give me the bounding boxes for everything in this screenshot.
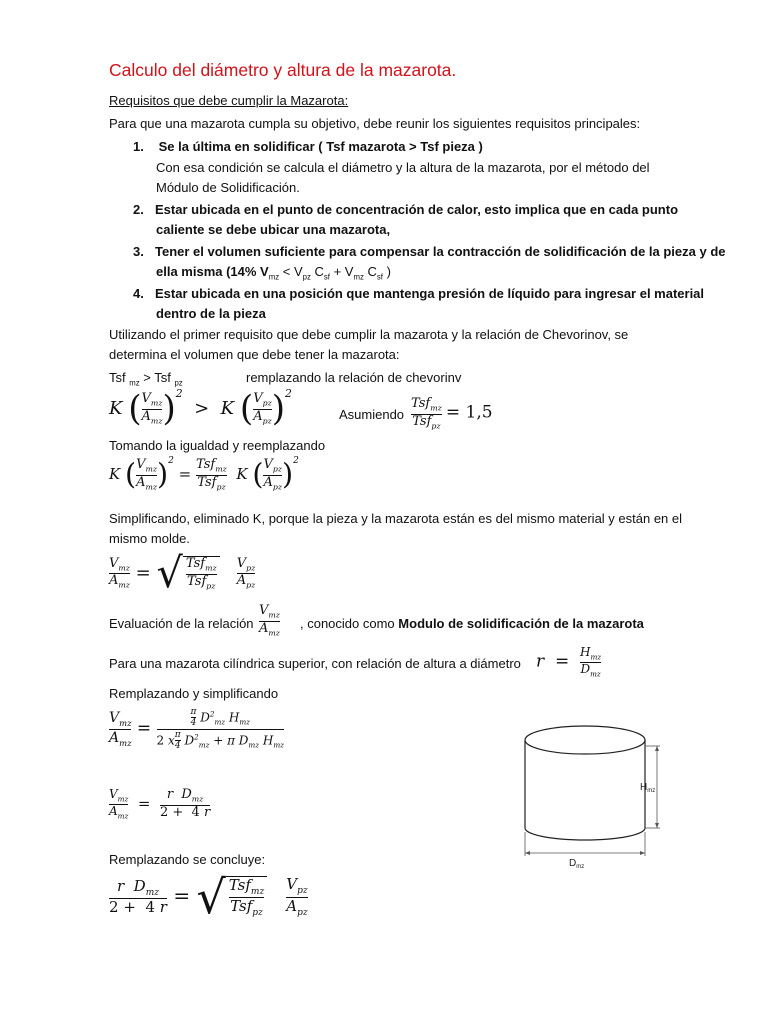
req3-sub-mz: mz [268,272,280,282]
eq5-plus: + [172,804,184,820]
eq2-tsf-frac [196,458,227,492]
eq5-d: D [181,787,192,802]
eq2-k2: K [236,465,248,484]
diam-arrow-left [525,851,530,855]
eq5-v: V [109,787,118,802]
eq2-tsf-d: Tsf [197,474,217,490]
eq6-lhs [109,878,167,917]
ratio-den-sub: pz [431,421,441,431]
eq6-d-sub: mz [145,887,159,898]
diameter-label-main: D [569,858,577,869]
eq2-v-sub: mz [145,464,158,474]
eq4-h-top: H [228,710,240,725]
eq2-pc1: ) [157,457,169,491]
eq2-frac-mz [136,458,157,492]
eq2-exp1: 2 [168,456,174,467]
requirement-4-line-2: dentro de la pieza [156,306,266,321]
eq2-tsf-d-sub: pz [216,482,226,492]
requirement-2 [133,200,678,220]
eq5-lhs [109,788,128,820]
eq3-eq: = [135,562,151,584]
eq3-a: A [109,573,119,589]
eval-frac [259,604,280,638]
eq6-vpz-sub: pz [297,886,308,897]
eq4-d-bot-exp: 2 [194,732,199,742]
eq1-gt: > [194,398,210,420]
eq1-k1: K [109,398,123,420]
eq2-a-sub: mz [145,482,158,492]
eq6-plus: + [123,898,136,917]
eq4-pi-top: π [190,707,197,717]
req3-plus: + V [329,264,354,279]
eq1-paren-close: ) [162,389,176,429]
eq4-d-bot-sub: mz [198,740,210,750]
eq3-rhs [237,557,256,591]
chevorinov-note: remplazando la relación de chevorinv [246,370,462,385]
eq1-paren-close2: ) [271,389,286,429]
eq6-tn-sub: mz [250,886,265,897]
eq2-apz-sub: pz [272,482,282,492]
eq2-po1: ( [125,457,137,491]
r-eq: = [554,651,570,672]
eq6-r: r [116,876,125,895]
eq1-a: A [141,408,151,424]
simplificando-2: mismo molde. [109,531,190,546]
conocido-label: , conocido como [300,616,395,631]
req3-sub-mz2: mz [353,272,364,282]
cylinder-diagram [510,710,670,870]
eq2-a: A [136,474,146,490]
eq3-tn: Tsf [185,556,206,572]
requirement-2-number: 2. [133,202,144,217]
eq4-pi-mid: π [227,733,235,748]
r-h: H [580,645,591,659]
eq4-v-sub: mz [119,718,132,729]
ratio-frac [411,397,442,431]
eq3-lhs [109,557,130,591]
req3-text: ella misma (14% V [156,264,269,279]
eq5-r2: r [203,804,211,820]
requirement-3-line-1: Tener el volumen suficiente para compensar la contracción de solidificación de la pieza y de [155,244,726,259]
eq4-x: x [168,733,175,748]
eq1-exp2: 2 [285,387,292,401]
requirement-1-note-2: Módulo de Solidificación. [156,180,300,195]
height-arrow-up [655,746,659,751]
diam-arrow-right [640,851,645,855]
height-label-sub: mz [647,788,656,794]
req3-end: ) [382,264,391,279]
eq2-k1: K [109,465,121,484]
eq4-h-mid: H [262,733,274,748]
eq2-tsf-n-sub: mz [215,464,227,474]
paragraph-1: Utilizando el primer requisito que debe cumplir la mazarota y la relación de Chevorinov, se [109,327,629,342]
eq2-vpz-sub: pz [272,464,282,474]
eq6-td-sub: pz [252,908,263,918]
requirement-1 [133,137,483,157]
eq2-exp2: 2 [293,456,299,467]
eq1-paren-open2: ( [239,389,254,429]
eq4-pi-bot: π [174,729,181,740]
height-label-main: H [640,782,648,793]
eval-v: V [259,603,269,618]
eq3-td-sub: pz [206,581,216,591]
req3-lt: < V [279,264,303,279]
eq1-exp1: 2 [175,387,183,401]
assumed-ratio [411,397,493,431]
eq1-vpz: V [253,391,263,407]
equation-final [109,870,308,924]
eq1-apz-sub: pz [262,416,272,426]
eq3-tsf [186,557,217,591]
eq4-h-mid-sub: mz [273,740,284,750]
asumiendo-label: Asumiendo [339,407,405,422]
eq2-po2: ( [252,457,264,491]
eq4-d-top-sub: mz [214,717,226,727]
eq5-rhs [160,788,210,820]
eq3-vpz-sub: pz [246,563,256,573]
eq1-a-sub: mz [150,416,163,426]
eq6-vpz: V [286,875,298,894]
eq6-td: Tsf [230,897,253,915]
modulo-label: Modulo de solidificación de la mazarota [398,616,644,631]
eq4-v: V [109,710,120,727]
requirement-1-note-1: Con esa condición se calcula el diámetro y la altura de la mazarota, por el método del [156,160,650,175]
eq5-r: r [166,787,174,802]
requirement-3 [133,242,726,262]
tomando-text: Tomando la igualdad y reemplazando [109,438,326,453]
page-title: Calculo del diámetro y altura de la mazarota. [109,60,457,80]
eq3-vpz: V [236,555,247,571]
eq4-d-mid-sub: mz [248,740,260,750]
eq6-eq: = [173,883,191,908]
eq6-two: 2 [109,898,119,917]
eq3-apz: A [236,573,247,589]
req3-sub-pz: pz [302,272,311,282]
eval-v-sub: mz [268,610,280,620]
eq5-v-sub: mz [117,794,129,804]
eq1-k2: K [220,398,235,420]
r-h-sub: mz [590,652,602,662]
eval-a-sub: mz [268,628,280,638]
eq4-a: A [109,729,120,746]
req3-sub-sf1: sf [323,272,330,282]
cylinder-body [525,740,648,840]
eq4-h-top-sub: mz [239,717,250,727]
height-label [640,782,655,794]
r-d-sub: mz [590,669,601,679]
simplificando-1: Simplificando, eliminado K, porque la pieza y la mazarota están es del mismo material y están en el [109,511,683,526]
r-d: D [580,661,591,676]
requirement-2-line-1: Estar ubicada en el punto de concentración de calor, esto implica que en cada punto [155,202,679,217]
height-arrow-down [655,823,659,828]
ratio-value: = 1,5 [445,402,493,423]
eq6-sqrt [196,870,267,924]
diameter-label-sub: mz [576,864,585,870]
eq4-plus: + [213,733,224,748]
eq4-lhs [109,710,131,748]
equation-inequality [109,387,292,429]
eq2-eq: = [178,465,192,484]
remplazando-text: Remplazando y simplificando [109,686,279,701]
equation-sqrt [109,549,256,597]
requirement-4-line-1: Estar ubicada en una posición que mantenga presión de líquido para ingresar el material [155,286,705,301]
eq1-frac-mz [142,392,163,426]
eq2-frac-pz [263,458,282,492]
req3-c1: C [310,264,324,279]
eq6-d: D [133,876,146,895]
tsf-gt: > Tsf [139,370,175,385]
eq5-a: A [109,803,118,818]
diameter-label [569,858,584,870]
cilindrica-text: Para una mazarota cilíndrica superior, con relación de altura a diámetro [109,656,521,671]
eq6-r2: r [159,898,167,917]
r-symbol: r [536,651,545,672]
eq5-four: 4 [191,804,200,820]
paragraph-2: determina el volumen que debe tener la mazarota: [109,347,400,362]
evaluacion-frac [259,604,280,638]
eq4-eq: = [136,718,152,739]
section-subtitle: Requisitos que debe cumplir la Mazarota: [109,93,349,108]
eq1-paren-open: ( [128,389,142,429]
eq2-tsf-n: Tsf [196,457,216,472]
eq2-apz: A [263,474,273,490]
equation-equality [109,458,299,492]
ratio-num: Tsf [411,396,431,411]
requirement-1-number: 1. [133,139,144,154]
eq4-pi4-top [191,707,197,729]
eq6-four: 4 [145,898,155,917]
eq4-a-sub: mz [119,737,132,748]
tsf-a: Tsf [109,370,130,385]
cylinder-top [525,726,645,754]
eq6-radical-sign: √ [196,870,226,924]
eq3-v-sub: mz [118,563,130,573]
eq3-td: Tsf [187,573,207,589]
req3-c2: C [363,264,377,279]
ratio-num-sub: mz [430,403,442,413]
eq6-rhs [286,876,307,918]
eq1-v: V [141,391,151,407]
eq4-pi4-bot [175,730,181,752]
eq3-radical-sign: √ [156,549,183,597]
eq2-vpz: V [263,457,273,472]
eq1-apz: A [253,408,263,424]
eval-a: A [259,620,269,636]
eq3-apz-sub: pz [246,580,256,590]
requirement-2-line-2: caliente se debe ubicar una mazarota, [156,222,391,237]
tsf-sub-pz: pz [174,378,183,388]
eq4-rhs [157,707,284,751]
eq2-v: V [136,457,146,472]
eq1-frac-pz [253,392,272,426]
intro-text: Para que una mazarota cumpla su objetivo, debe reunir los siguientes requisitos principales: [109,116,641,131]
eq5-d-sub: mz [191,794,204,804]
requirement-1-text: Se la última en solidificar ( Tsf mazarota > Tsf pieza ) [155,139,483,154]
concluye-text: Remplazando se concluye: [109,852,266,867]
eq1-vpz-sub: pz [262,398,272,408]
requirement-4 [133,284,704,304]
eq3-a-sub: mz [118,580,130,590]
eq4-d-mid: D [238,733,249,748]
eq4-d-top: D [200,710,210,725]
eq4-four-bot: 4 [174,741,181,752]
eq4-d-bot: D [184,733,195,748]
eq4-four-top: 4 [190,718,197,729]
equation-r-form [109,788,210,820]
ratio-den: Tsf [412,413,432,429]
req3-sub-sf2: sf [376,272,383,282]
r-definition [536,646,601,678]
evaluacion-text: Evaluación de la relación [109,616,254,631]
requirement-3-number: 3. [133,244,144,259]
tsf-sub-mz: mz [129,378,140,388]
eq2-pc2: ) [281,457,294,491]
eq6-tsf [229,877,264,919]
eq6-apz: A [286,896,298,915]
eq3-v: V [109,555,119,571]
eq3-tn-sub: mz [205,563,217,573]
eq4-two: 2 [156,733,165,748]
eq5-two: 2 [159,804,169,820]
eq1-v-sub: mz [150,398,163,408]
eq5-a-sub: mz [117,811,129,821]
eq3-sqrt [156,549,219,597]
requirement-4-number: 4. [133,286,144,301]
eq6-apz-sub: pz [297,907,308,918]
r-frac [580,646,601,678]
eq5-eq: = [137,794,151,813]
eq6-tn: Tsf [228,875,251,894]
conocido-text [300,614,644,634]
eq4-d-top-exp: 2 [209,709,215,719]
equation-volume-area [109,707,284,751]
